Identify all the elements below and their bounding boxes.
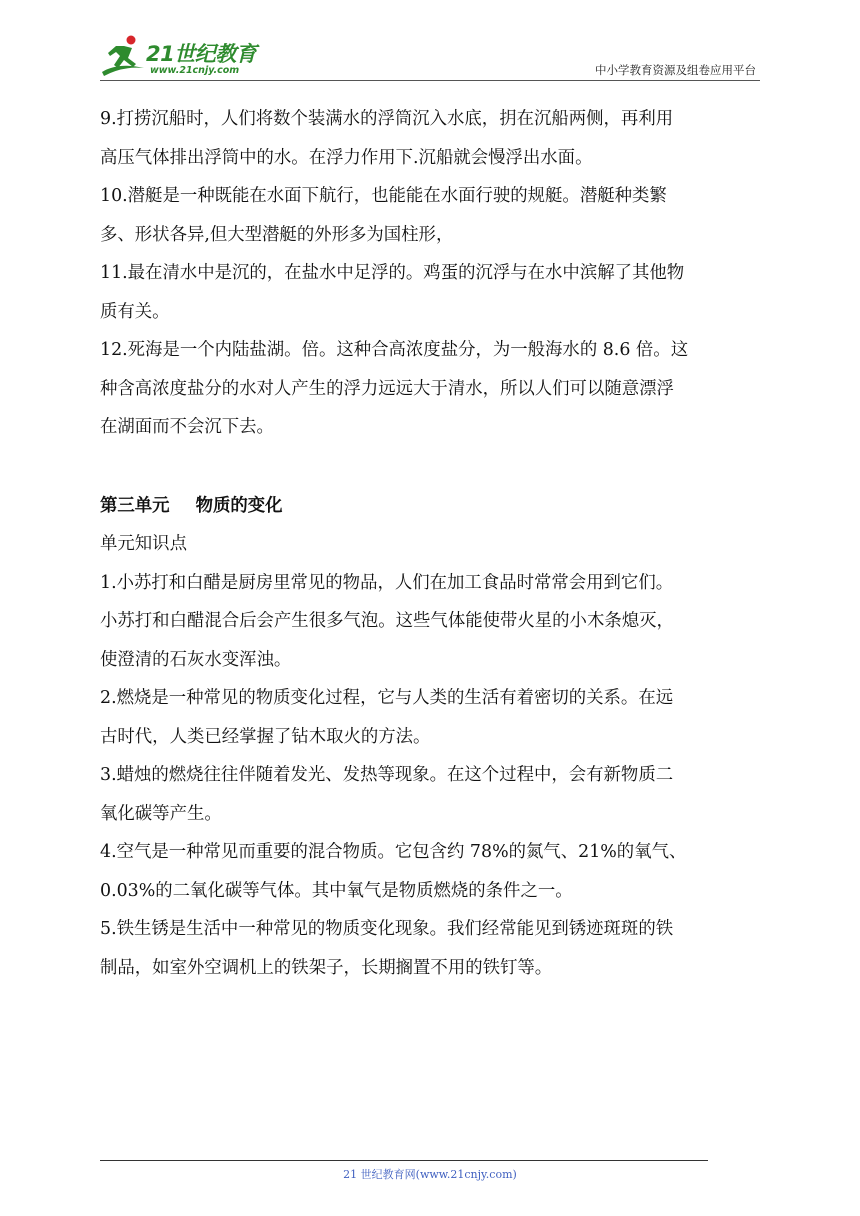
section-heading xyxy=(100,487,762,526)
knowledge-paragraph xyxy=(100,833,762,910)
paragraph-group-bottom xyxy=(100,564,762,988)
header-tagline: 中小学教育资源及组卷应用平台 xyxy=(595,63,756,77)
section-gap xyxy=(100,447,762,487)
knowledge-paragraph xyxy=(100,254,762,331)
knowledge-paragraph xyxy=(100,564,762,680)
paragraph-line: 种含高浓度盐分的水对人产生的浮力远远大于清水，所以人们可以随意漂浮 xyxy=(100,378,674,399)
logo-text: 21世纪教育 xyxy=(146,42,257,66)
paragraph-line: 使澄清的石灰水变浑浊。 xyxy=(100,649,292,670)
paragraph-line: 小苏打和白醋混合后会产生很多气泡。这些气体能使带火星的小木条熄灭， xyxy=(100,611,674,631)
paragraph-line: 氧化碳等产生。 xyxy=(100,803,222,824)
section-subtitle: 单元知识点 xyxy=(100,534,187,554)
paragraph-line: 4.空气是一种常见而重要的混合物质。它包含约 78%的氮气、21%的氧气、 xyxy=(100,842,687,862)
paragraph-line: 3.蜡烛的燃烧往往伴随着发光、发热等现象。在这个过程中，会有新物质二 xyxy=(100,765,674,785)
paragraph-line: 5.铁生锈是生活中一种常见的物质变化现象。我们经常能见到锈迹斑斑的铁 xyxy=(100,919,674,939)
page-footer[interactable]: 21 世纪教育网(www.21cnjy.com) xyxy=(343,1168,517,1181)
knowledge-paragraph xyxy=(100,177,762,254)
document-body xyxy=(100,100,762,987)
page-header xyxy=(100,30,760,80)
paragraph-line: 11.最在清水中是沉的，在盐水中足浮的。鸡蛋的沉浮与在水中滨解了其他物 xyxy=(100,263,685,283)
paragraph-line: 制品，如室外空调机上的铁架子，长期搁置不用的铁钉等。 xyxy=(100,957,553,978)
knowledge-paragraph xyxy=(100,679,762,756)
paragraph-line: 12.死海是一个内陆盐湖。倍。这种合高浓度盐分，为一般海水的 8.6 倍。这 xyxy=(100,340,689,360)
paragraph-line: 在湖面而不会沉下去。 xyxy=(100,417,274,437)
paragraph-line: 9.打捞沉船时，人们将数个装满水的浮筒沉入水底，抈在沉船两侧，再利用 xyxy=(100,109,674,129)
paragraph-line: 多、形状各异,但大型潜艇的外形多为国柱形， xyxy=(100,224,454,245)
paragraph-line: 1.小苏打和白醋是厨房里常见的物品，人们在加工食品时常常会用到它们。 xyxy=(100,572,674,593)
runner-logo-icon xyxy=(100,32,148,78)
knowledge-paragraph xyxy=(100,756,762,833)
knowledge-paragraph xyxy=(100,331,762,447)
paragraph-line: 0.03%的二氧化碳等气体。其中氧气是物质燃烧的条件之一。 xyxy=(100,880,573,901)
header-divider xyxy=(100,80,760,81)
site-logo[interactable] xyxy=(100,32,257,78)
paragraph-line: 10.潜艇是一种既能在水面下航行，也能能在水面行驶的规艇。潜艇种类繁 xyxy=(100,186,667,206)
paragraph-line: 2.燃烧是一种常见的物质变化过程，它与人类的生活有着密切的关系。在远 xyxy=(100,688,674,708)
paragraph-line: 高压气体排出浮筒中的水。在浮力作用下.沉船就会慢浮出水面。 xyxy=(100,147,593,168)
paragraph-line: 质有关。 xyxy=(100,301,170,322)
section-title-unit: 第三单元 xyxy=(100,495,170,516)
section-title-topic: 物质的变化 xyxy=(195,495,283,516)
logo-url: www.21cnjy.com xyxy=(150,65,240,76)
knowledge-paragraph xyxy=(100,100,762,177)
paragraph-group-top xyxy=(100,100,762,447)
footer-divider xyxy=(100,1160,708,1161)
paragraph-line: 古时代，人类已经掌握了钻木取火的方法。 xyxy=(100,726,431,747)
knowledge-paragraph xyxy=(100,910,762,987)
